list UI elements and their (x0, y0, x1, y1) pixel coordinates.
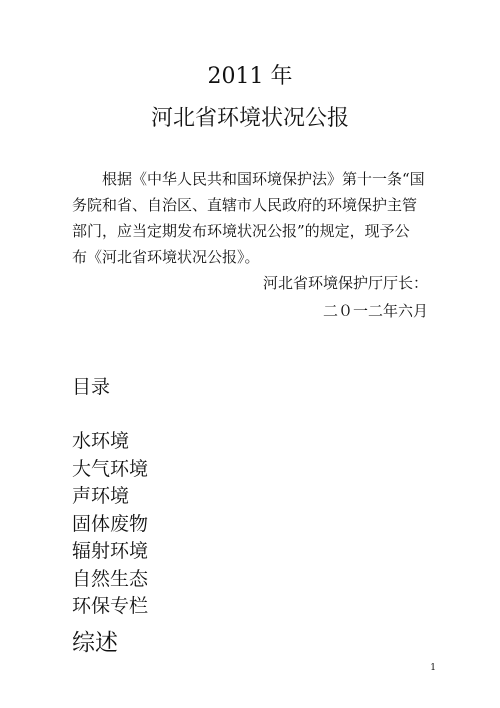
intro-line: 务院和省、自治区、直辖市人民政府的环境保护主管 (72, 196, 418, 214)
page-number: 1 (430, 663, 436, 673)
intro-line: 部门，应当定期发布环境状况公报”的规定，现予公 (72, 222, 410, 240)
intro-paragraph (72, 166, 432, 270)
toc-item-water[interactable]: 水环境 (72, 430, 130, 452)
toc-item-solid-waste[interactable]: 固体废物 (72, 512, 149, 535)
toc-item-radiation[interactable]: 辐射环境 (72, 540, 149, 562)
toc-item-noise[interactable]: 声环境 (72, 485, 130, 507)
toc-title: 目录 (72, 376, 111, 398)
toc-item-ecology[interactable]: 自然生态 (72, 567, 149, 590)
toc-item-air[interactable]: 大气环境 (72, 457, 149, 480)
date-line: 二０一二年六月 (322, 302, 428, 320)
toc-list (72, 428, 148, 659)
report-year: 2011 年 (207, 64, 293, 89)
report-title: 河北省环境状况公报 (150, 106, 349, 131)
intro-line: 根据《中华人民共和国环境保护法》第十一条“国 (102, 170, 425, 188)
intro-line: 布《河北省环境状况公报》。 (72, 248, 260, 266)
toc-item-summary[interactable]: 综述 (72, 629, 118, 656)
signer-line: 河北省环境保护厅厅长： (262, 274, 428, 292)
toc-item-special-column[interactable]: 环保专栏 (72, 595, 149, 617)
